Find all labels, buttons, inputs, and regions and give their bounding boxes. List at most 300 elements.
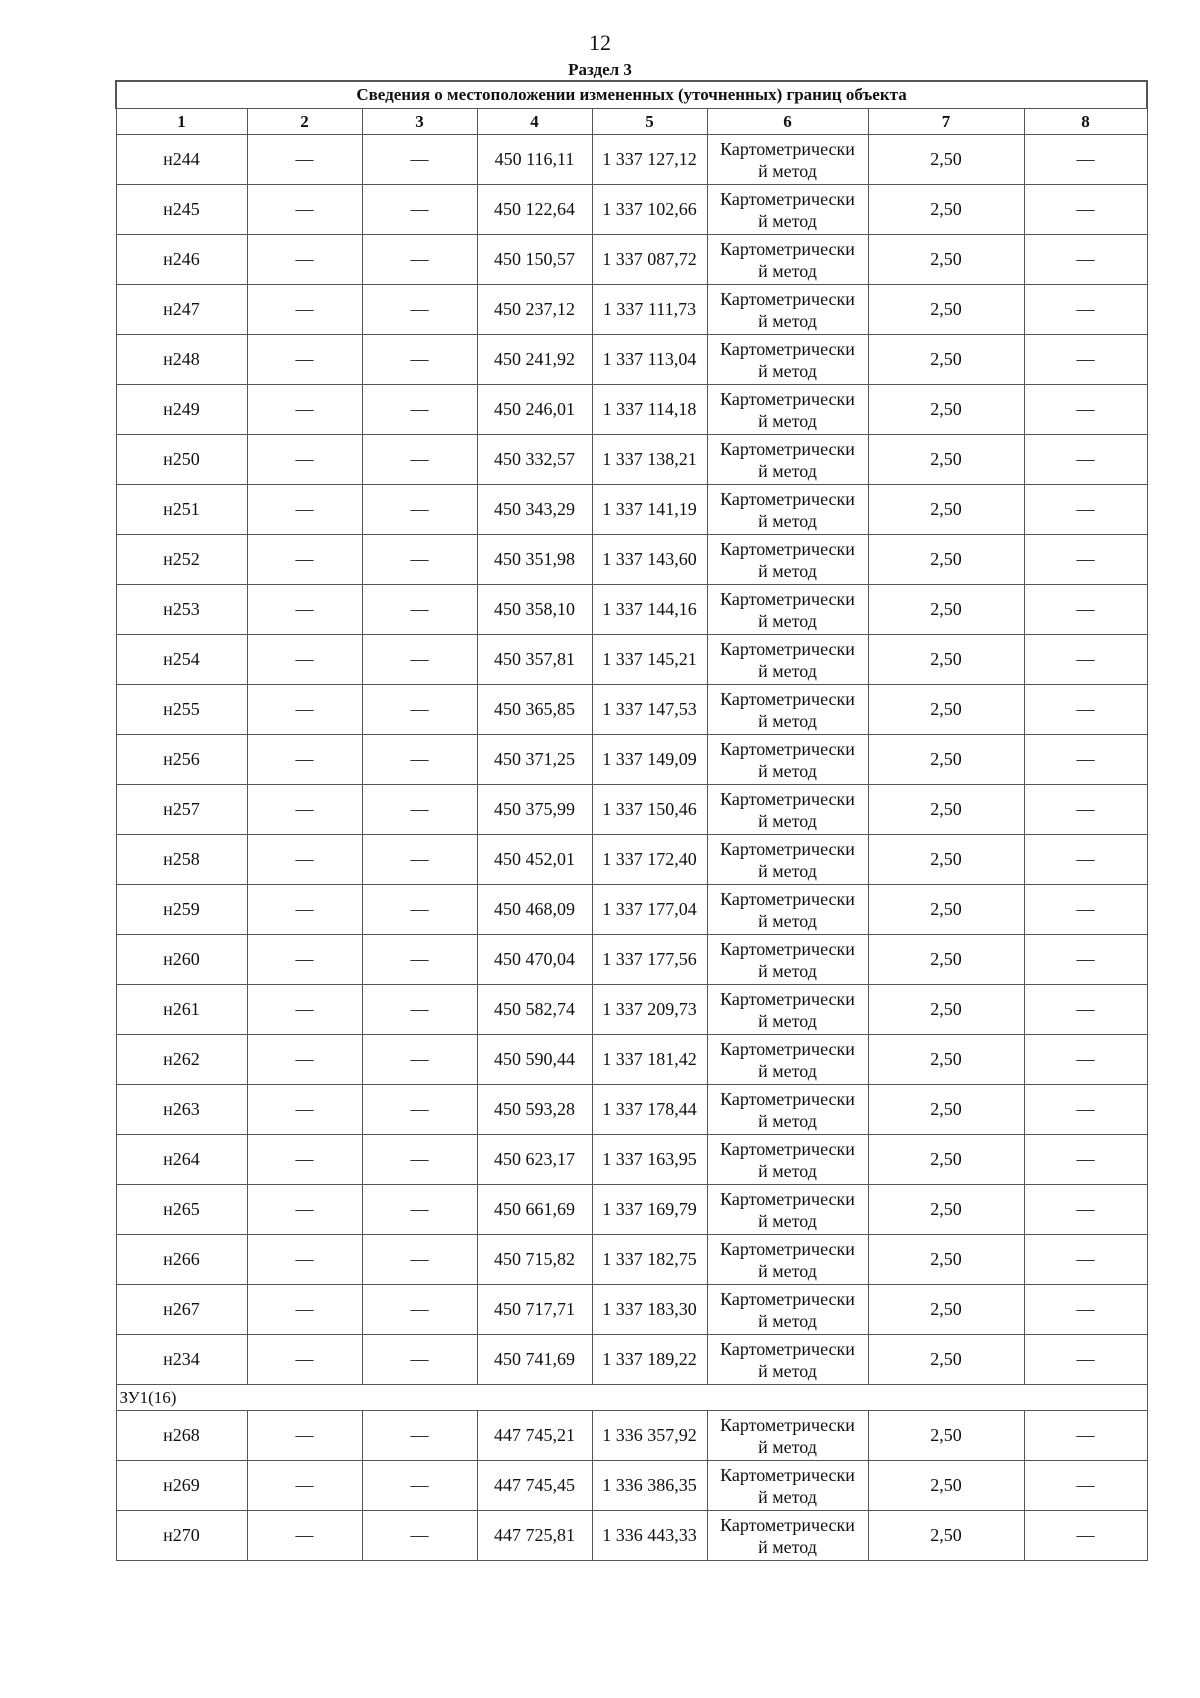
table-row	[116, 635, 1147, 685]
method-text-line-2: й метод	[758, 360, 817, 381]
empty-value-cell: —	[1024, 635, 1147, 685]
column-number-row	[116, 109, 1147, 135]
accuracy-cell: 2,50	[868, 885, 1024, 935]
empty-value-cell: —	[362, 1511, 477, 1561]
empty-value-cell: —	[247, 885, 362, 935]
table-row	[116, 335, 1147, 385]
y-coordinate-cell: 1 337 114,18	[592, 385, 707, 435]
method-text-line-2: й метод	[758, 1210, 817, 1231]
empty-value-cell: —	[1024, 1511, 1147, 1561]
y-coordinate-cell: 1 337 113,04	[592, 335, 707, 385]
method-text-line-1: Картометрически	[720, 1088, 855, 1109]
method-cell	[707, 985, 868, 1035]
empty-value-cell: —	[1024, 235, 1147, 285]
method-cell	[707, 1461, 868, 1511]
method-text-line-1: Картометрически	[720, 1464, 855, 1485]
accuracy-cell: 2,50	[868, 1235, 1024, 1285]
empty-value-cell: —	[247, 585, 362, 635]
x-coordinate-cell: 450 332,57	[477, 435, 592, 485]
x-coordinate-cell: 447 745,45	[477, 1461, 592, 1511]
point-number-cell: н263	[116, 1085, 247, 1135]
empty-value-cell: —	[1024, 335, 1147, 385]
method-text-line-1: Картометрически	[720, 238, 855, 259]
table-row	[116, 1085, 1147, 1135]
method-text-line-2: й метод	[758, 860, 817, 881]
method-text-line-1: Картометрически	[720, 938, 855, 959]
table-row	[116, 585, 1147, 635]
method-text-line-2: й метод	[758, 310, 817, 331]
method-cell	[707, 1235, 868, 1285]
empty-value-cell: —	[247, 1235, 362, 1285]
y-coordinate-cell: 1 337 127,12	[592, 135, 707, 185]
empty-value-cell: —	[362, 135, 477, 185]
empty-value-cell: —	[1024, 1285, 1147, 1335]
method-text-line-2: й метод	[758, 160, 817, 181]
table-row	[116, 835, 1147, 885]
table-row	[116, 435, 1147, 485]
y-coordinate-cell: 1 337 163,95	[592, 1135, 707, 1185]
empty-value-cell: —	[362, 485, 477, 535]
method-text-line-1: Картометрически	[720, 188, 855, 209]
point-number-cell: н253	[116, 585, 247, 635]
table-row	[116, 735, 1147, 785]
point-number-cell: н255	[116, 685, 247, 735]
empty-value-cell: —	[362, 935, 477, 985]
table-row	[116, 685, 1147, 735]
empty-value-cell: —	[1024, 735, 1147, 785]
accuracy-cell: 2,50	[868, 535, 1024, 585]
empty-value-cell: —	[247, 285, 362, 335]
method-text-line-2: й метод	[758, 710, 817, 731]
empty-value-cell: —	[247, 1185, 362, 1235]
y-coordinate-cell: 1 337 145,21	[592, 635, 707, 685]
method-cell	[707, 285, 868, 335]
method-text-line-1: Картометрически	[720, 288, 855, 309]
empty-value-cell: —	[247, 835, 362, 885]
method-text-line-2: й метод	[758, 1260, 817, 1281]
method-text-line-1: Картометрически	[720, 488, 855, 509]
empty-value-cell: —	[362, 235, 477, 285]
empty-value-cell: —	[1024, 435, 1147, 485]
empty-value-cell: —	[362, 335, 477, 385]
method-text-line-2: й метод	[758, 1486, 817, 1507]
page-number: 12	[589, 30, 611, 55]
empty-value-cell: —	[362, 1411, 477, 1461]
method-text-line-2: й метод	[758, 1310, 817, 1331]
empty-value-cell: —	[362, 285, 477, 335]
method-cell	[707, 785, 868, 835]
method-cell	[707, 235, 868, 285]
empty-value-cell: —	[247, 335, 362, 385]
empty-value-cell: —	[1024, 1185, 1147, 1235]
x-coordinate-cell: 450 741,69	[477, 1335, 592, 1385]
empty-value-cell: —	[362, 1085, 477, 1135]
method-cell	[707, 1411, 868, 1461]
y-coordinate-cell: 1 337 189,22	[592, 1335, 707, 1385]
method-text-line-2: й метод	[758, 1536, 817, 1557]
point-number-cell: н265	[116, 1185, 247, 1235]
accuracy-cell: 2,50	[868, 935, 1024, 985]
x-coordinate-cell: 450 582,74	[477, 985, 592, 1035]
y-coordinate-cell: 1 337 172,40	[592, 835, 707, 885]
table-row	[116, 235, 1147, 285]
empty-value-cell: —	[362, 385, 477, 435]
empty-value-cell: —	[247, 1461, 362, 1511]
method-cell	[707, 1185, 868, 1235]
method-text-line-1: Картометрически	[720, 1514, 855, 1535]
empty-value-cell: —	[247, 1511, 362, 1561]
y-coordinate-cell: 1 337 177,04	[592, 885, 707, 935]
empty-value-cell: —	[247, 1335, 362, 1385]
accuracy-cell: 2,50	[868, 1461, 1024, 1511]
x-coordinate-cell: 450 661,69	[477, 1185, 592, 1235]
accuracy-cell: 2,50	[868, 1511, 1024, 1561]
table-row	[116, 385, 1147, 435]
method-text-line-2: й метод	[758, 910, 817, 931]
method-text-line-2: й метод	[758, 1360, 817, 1381]
y-coordinate-cell: 1 337 182,75	[592, 1235, 707, 1285]
empty-value-cell: —	[247, 485, 362, 535]
point-number-cell: н267	[116, 1285, 247, 1335]
method-text-line-1: Картометрически	[720, 1188, 855, 1209]
accuracy-cell: 2,50	[868, 235, 1024, 285]
method-text-line-1: Картометрически	[720, 1338, 855, 1359]
method-cell	[707, 335, 868, 385]
point-number-cell: н259	[116, 885, 247, 935]
method-cell	[707, 685, 868, 735]
method-text-line-1: Картометрически	[720, 1238, 855, 1259]
table-row	[116, 1135, 1147, 1185]
table-row	[116, 1461, 1147, 1511]
accuracy-cell: 2,50	[868, 985, 1024, 1035]
table-row	[116, 885, 1147, 935]
column-header: 1	[116, 109, 247, 135]
method-text-line-1: Картометрически	[720, 888, 855, 909]
group-row	[116, 1385, 1147, 1411]
table-row	[116, 1285, 1147, 1335]
empty-value-cell: —	[1024, 135, 1147, 185]
method-text-line-1: Картометрически	[720, 138, 855, 159]
y-coordinate-cell: 1 337 141,19	[592, 485, 707, 535]
x-coordinate-cell: 450 375,99	[477, 785, 592, 835]
accuracy-cell: 2,50	[868, 585, 1024, 635]
x-coordinate-cell: 450 116,11	[477, 135, 592, 185]
method-text-line-2: й метод	[758, 610, 817, 631]
method-text-line-1: Картометрически	[720, 688, 855, 709]
table-row	[116, 1185, 1147, 1235]
point-number-cell: н264	[116, 1135, 247, 1185]
y-coordinate-cell: 1 337 169,79	[592, 1185, 707, 1235]
column-header: 3	[362, 109, 477, 135]
method-text-line-2: й метод	[758, 960, 817, 981]
empty-value-cell: —	[1024, 1035, 1147, 1085]
empty-value-cell: —	[1024, 1411, 1147, 1461]
method-text-line-1: Картометрически	[720, 1138, 855, 1159]
point-number-cell: н247	[116, 285, 247, 335]
empty-value-cell: —	[362, 1185, 477, 1235]
method-cell	[707, 1335, 868, 1385]
empty-value-cell: —	[362, 1035, 477, 1085]
table-row	[116, 135, 1147, 185]
method-cell	[707, 1085, 868, 1135]
point-number-cell: н245	[116, 185, 247, 235]
method-text-line-2: й метод	[758, 810, 817, 831]
method-cell	[707, 835, 868, 885]
accuracy-cell: 2,50	[868, 1135, 1024, 1185]
x-coordinate-cell: 450 593,28	[477, 1085, 592, 1135]
point-number-cell: н258	[116, 835, 247, 885]
accuracy-cell: 2,50	[868, 335, 1024, 385]
point-number-cell: н254	[116, 635, 247, 685]
accuracy-cell: 2,50	[868, 385, 1024, 435]
column-header: 5	[592, 109, 707, 135]
table-row	[116, 1411, 1147, 1461]
empty-value-cell: —	[247, 1411, 362, 1461]
empty-value-cell: —	[1024, 1085, 1147, 1135]
empty-value-cell: —	[1024, 485, 1147, 535]
empty-value-cell: —	[247, 1135, 362, 1185]
y-coordinate-cell: 1 337 143,60	[592, 535, 707, 585]
empty-value-cell: —	[1024, 1235, 1147, 1285]
empty-value-cell: —	[362, 985, 477, 1035]
accuracy-cell: 2,50	[868, 735, 1024, 785]
method-cell	[707, 1135, 868, 1185]
column-header: 4	[477, 109, 592, 135]
accuracy-cell: 2,50	[868, 1085, 1024, 1135]
method-text-line-1: Картометрически	[720, 538, 855, 559]
empty-value-cell: —	[362, 585, 477, 635]
method-text-line-2: й метод	[758, 560, 817, 581]
method-cell	[707, 185, 868, 235]
x-coordinate-cell: 450 470,04	[477, 935, 592, 985]
y-coordinate-cell: 1 337 209,73	[592, 985, 707, 1035]
method-text-line-1: Картометрически	[720, 438, 855, 459]
method-cell	[707, 435, 868, 485]
empty-value-cell: —	[362, 635, 477, 685]
method-text-line-2: й метод	[758, 660, 817, 681]
table-row	[116, 535, 1147, 585]
x-coordinate-cell: 450 150,57	[477, 235, 592, 285]
table-row	[116, 935, 1147, 985]
empty-value-cell: —	[247, 785, 362, 835]
method-cell	[707, 535, 868, 585]
accuracy-cell: 2,50	[868, 685, 1024, 735]
x-coordinate-cell: 450 241,92	[477, 335, 592, 385]
accuracy-cell: 2,50	[868, 435, 1024, 485]
point-number-cell: н269	[116, 1461, 247, 1511]
group-label: ЗУ1(16)	[116, 1385, 1147, 1411]
table-row	[116, 785, 1147, 835]
empty-value-cell: —	[362, 535, 477, 585]
empty-value-cell: —	[247, 985, 362, 1035]
empty-value-cell: —	[362, 685, 477, 735]
y-coordinate-cell: 1 336 443,33	[592, 1511, 707, 1561]
accuracy-cell: 2,50	[868, 185, 1024, 235]
method-text-line-1: Картометрически	[720, 788, 855, 809]
table-row	[116, 185, 1147, 235]
x-coordinate-cell: 450 357,81	[477, 635, 592, 685]
y-coordinate-cell: 1 336 386,35	[592, 1461, 707, 1511]
point-number-cell: н261	[116, 985, 247, 1035]
empty-value-cell: —	[1024, 185, 1147, 235]
point-number-cell: н252	[116, 535, 247, 585]
table-row	[116, 1235, 1147, 1285]
point-number-cell: н270	[116, 1511, 247, 1561]
column-header: 7	[868, 109, 1024, 135]
column-header: 2	[247, 109, 362, 135]
y-coordinate-cell: 1 337 178,44	[592, 1085, 707, 1135]
method-cell	[707, 585, 868, 635]
table-caption: Сведения о местоположении измененных (уточненных) границ объекта	[116, 81, 1147, 109]
method-text-line-2: й метод	[758, 410, 817, 431]
point-number-cell: н262	[116, 1035, 247, 1085]
empty-value-cell: —	[362, 1235, 477, 1285]
x-coordinate-cell: 450 590,44	[477, 1035, 592, 1085]
empty-value-cell: —	[247, 135, 362, 185]
point-number-cell: н256	[116, 735, 247, 785]
method-text-line-2: й метод	[758, 760, 817, 781]
empty-value-cell: —	[247, 935, 362, 985]
empty-value-cell: —	[247, 635, 362, 685]
empty-value-cell: —	[362, 1285, 477, 1335]
empty-value-cell: —	[1024, 985, 1147, 1035]
method-text-line-2: й метод	[758, 1110, 817, 1131]
empty-value-cell: —	[1024, 535, 1147, 585]
x-coordinate-cell: 450 365,85	[477, 685, 592, 735]
x-coordinate-cell: 450 237,12	[477, 285, 592, 335]
method-text-line-1: Картометрически	[720, 638, 855, 659]
empty-value-cell: —	[362, 885, 477, 935]
accuracy-cell: 2,50	[868, 485, 1024, 535]
y-coordinate-cell: 1 336 357,92	[592, 1411, 707, 1461]
method-text-line-1: Картометрически	[720, 738, 855, 759]
method-text-line-1: Картометрически	[720, 388, 855, 409]
method-text-line-2: й метод	[758, 1160, 817, 1181]
x-coordinate-cell: 450 122,64	[477, 185, 592, 235]
method-cell	[707, 135, 868, 185]
column-header: 6	[707, 109, 868, 135]
empty-value-cell: —	[362, 835, 477, 885]
x-coordinate-cell: 450 351,98	[477, 535, 592, 585]
method-text-line-2: й метод	[758, 1436, 817, 1457]
accuracy-cell: 2,50	[868, 1285, 1024, 1335]
y-coordinate-cell: 1 337 087,72	[592, 235, 707, 285]
y-coordinate-cell: 1 337 181,42	[592, 1035, 707, 1085]
x-coordinate-cell: 450 358,10	[477, 585, 592, 635]
empty-value-cell: —	[1024, 385, 1147, 435]
table-row	[116, 985, 1147, 1035]
empty-value-cell: —	[247, 185, 362, 235]
method-cell	[707, 485, 868, 535]
empty-value-cell: —	[1024, 785, 1147, 835]
empty-value-cell: —	[1024, 935, 1147, 985]
table-row	[116, 1335, 1147, 1385]
x-coordinate-cell: 450 452,01	[477, 835, 592, 885]
empty-value-cell: —	[1024, 585, 1147, 635]
x-coordinate-cell: 450 468,09	[477, 885, 592, 935]
accuracy-cell: 2,50	[868, 135, 1024, 185]
empty-value-cell: —	[247, 1085, 362, 1135]
table-row	[116, 485, 1147, 535]
x-coordinate-cell: 450 246,01	[477, 385, 592, 435]
empty-value-cell: —	[247, 385, 362, 435]
empty-value-cell: —	[1024, 285, 1147, 335]
method-text-line-1: Картометрически	[720, 338, 855, 359]
method-text-line-1: Картометрически	[720, 588, 855, 609]
point-number-cell: н266	[116, 1235, 247, 1285]
boundary-coordinates-table	[115, 80, 1148, 1561]
y-coordinate-cell: 1 337 149,09	[592, 735, 707, 785]
method-text-line-1: Картометрически	[720, 988, 855, 1009]
method-text-line-1: Картометрически	[720, 1414, 855, 1435]
empty-value-cell: —	[362, 185, 477, 235]
method-cell	[707, 635, 868, 685]
x-coordinate-cell: 450 371,25	[477, 735, 592, 785]
section-title: Раздел 3	[568, 60, 632, 79]
method-text-line-2: й метод	[758, 460, 817, 481]
accuracy-cell: 2,50	[868, 1185, 1024, 1235]
y-coordinate-cell: 1 337 177,56	[592, 935, 707, 985]
x-coordinate-cell: 450 717,71	[477, 1285, 592, 1335]
y-coordinate-cell: 1 337 150,46	[592, 785, 707, 835]
table-row	[116, 1511, 1147, 1561]
x-coordinate-cell: 450 343,29	[477, 485, 592, 535]
y-coordinate-cell: 1 337 138,21	[592, 435, 707, 485]
method-cell	[707, 1285, 868, 1335]
method-text-line-1: Картометрически	[720, 838, 855, 859]
method-cell	[707, 385, 868, 435]
empty-value-cell: —	[247, 735, 362, 785]
y-coordinate-cell: 1 337 147,53	[592, 685, 707, 735]
accuracy-cell: 2,50	[868, 285, 1024, 335]
method-text-line-2: й метод	[758, 1010, 817, 1031]
empty-value-cell: —	[1024, 835, 1147, 885]
accuracy-cell: 2,50	[868, 835, 1024, 885]
point-number-cell: н260	[116, 935, 247, 985]
empty-value-cell: —	[362, 1335, 477, 1385]
point-number-cell: н234	[116, 1335, 247, 1385]
y-coordinate-cell: 1 337 183,30	[592, 1285, 707, 1335]
empty-value-cell: —	[247, 1035, 362, 1085]
empty-value-cell: —	[247, 235, 362, 285]
method-text-line-1: Картометрически	[720, 1288, 855, 1309]
y-coordinate-cell: 1 337 144,16	[592, 585, 707, 635]
accuracy-cell: 2,50	[868, 785, 1024, 835]
x-coordinate-cell: 447 745,21	[477, 1411, 592, 1461]
empty-value-cell: —	[1024, 885, 1147, 935]
empty-value-cell: —	[1024, 1335, 1147, 1385]
point-number-cell: н257	[116, 785, 247, 835]
empty-value-cell: —	[1024, 1135, 1147, 1185]
point-number-cell: н246	[116, 235, 247, 285]
empty-value-cell: —	[1024, 1461, 1147, 1511]
table-row	[116, 1035, 1147, 1085]
x-coordinate-cell: 447 725,81	[477, 1511, 592, 1561]
y-coordinate-cell: 1 337 111,73	[592, 285, 707, 335]
empty-value-cell: —	[247, 1285, 362, 1335]
accuracy-cell: 2,50	[868, 1335, 1024, 1385]
empty-value-cell: —	[362, 1135, 477, 1185]
method-text-line-2: й метод	[758, 510, 817, 531]
accuracy-cell: 2,50	[868, 635, 1024, 685]
method-cell	[707, 735, 868, 785]
empty-value-cell: —	[1024, 685, 1147, 735]
x-coordinate-cell: 450 715,82	[477, 1235, 592, 1285]
point-number-cell: н250	[116, 435, 247, 485]
empty-value-cell: —	[362, 435, 477, 485]
x-coordinate-cell: 450 623,17	[477, 1135, 592, 1185]
point-number-cell: н249	[116, 385, 247, 435]
